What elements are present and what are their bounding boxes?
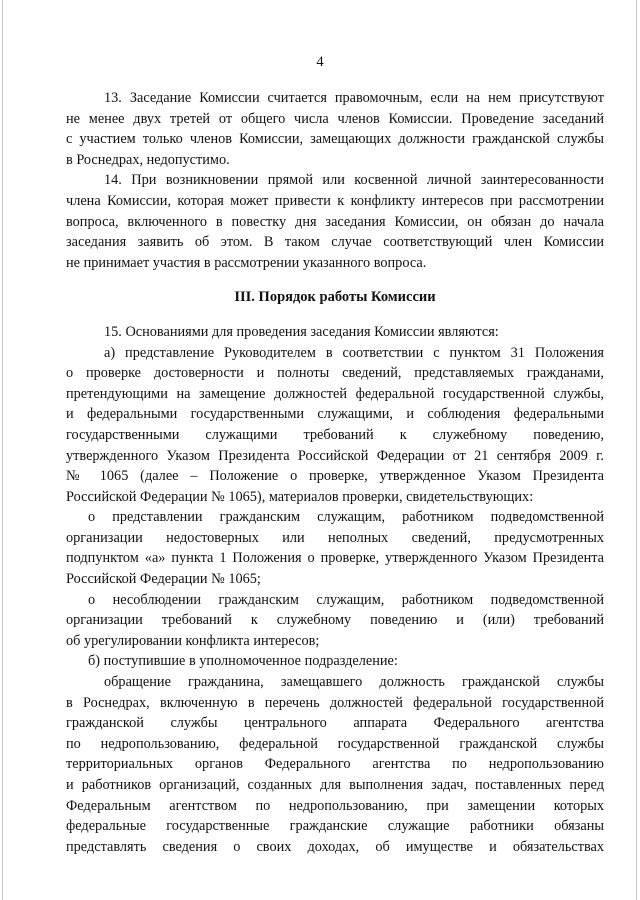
para-b1-line: и работников организаций, созданных для выполнения задач, поставленных перед: [66, 777, 604, 793]
para-b1-line: представлять сведения о своих доходах, об имуществе и обязательствах: [66, 838, 604, 855]
para-b1-line: в Роснедрах, включенную в перечень должностей федеральной государственной: [66, 694, 604, 711]
para-b1-line: федеральные государственные гражданские служащие работники обязаны: [66, 818, 604, 835]
para-a1-line: Российской Федерации № 1065;: [66, 571, 261, 588]
document-body: [66, 88, 604, 857]
para-a2-line: организации требований к служебному поведению и (или) требований: [66, 612, 604, 629]
para-14-line: вопроса, включенного в повестку дня заседания Комиссии, он обязан до начала: [66, 213, 604, 230]
para-b1-line: обращение гражданина, замещавшего должность гражданской службы: [104, 674, 604, 691]
para-a1-line: подпунктом «а» пункта 1 Положения о проверке, утвержденного Указом Президента: [66, 550, 604, 567]
para-a2-line: об урегулировании конфликта интересов;: [66, 632, 320, 649]
scan-left-edge: [2, 0, 3, 900]
para-a-line: № 1065 (далее – Положение о проверке, утвержденное Указом Президента: [66, 468, 604, 485]
para-14-line: не принимает участия в рассмотрении указанного вопроса.: [66, 254, 427, 271]
para-13-line: в Роснедрах, недопустимо.: [66, 151, 230, 168]
para-b1-line: по недропользованию, федеральной государственной гражданской службы: [66, 735, 604, 752]
para-a-line: и федеральными государственными служащими, и соблюдения федеральными: [66, 406, 604, 423]
para-b1-line: Федеральным агентством по недропользованию, при замещении которых: [66, 797, 604, 814]
para-a1-line: организации недостоверных или неполных сведений, предусмотренных: [66, 529, 604, 546]
para-a2-line: о несоблюдении гражданским служащим, работником подведомственной: [88, 591, 604, 608]
section-heading: III. Порядок работы Комиссии: [234, 289, 436, 306]
para-a-line: претендующими на замещение должностей федеральной государственной службы,: [66, 385, 604, 402]
para-a-line: утвержденного Указом Президента Российской Федерации от 21 сентября 2009 г.: [66, 447, 604, 464]
para-14-line: заседания заявить об этом. В таком случае соответствующий член Комиссии: [66, 234, 604, 251]
para-13-line: не менее двух третей от общего числа членов Комиссии. Проведение заседаний: [66, 110, 604, 127]
para-15: 15. Основаниями для проведения заседания Комиссии являются:: [104, 323, 499, 340]
para-a-line: а) представление Руководителем в соответствии с пунктом 31 Положения: [104, 344, 604, 361]
para-a-line: Российской Федерации № 1065), материалов проверки, свидетельствующих:: [66, 488, 534, 505]
para-b: б) поступившие в уполномоченное подразделение:: [88, 653, 398, 670]
para-b1-line: территориальных органов Федерального агентства по недропользованию: [66, 756, 604, 773]
para-13-line: 13. Заседание Комиссии считается правомочным, если на нем присутствуют: [104, 90, 604, 106]
scan-right-edge: [636, 0, 637, 900]
para-a-line: о проверке достоверности и полноты сведений, представляемых гражданами,: [66, 365, 604, 382]
para-14-line: 14. При возникновении прямой или косвенной личной заинтересованности: [104, 172, 604, 189]
para-14-line: члена Комиссии, которая может привести к конфликту интересов при рассмотрении: [66, 192, 604, 209]
para-a1-line: о представлении гражданским служащим, работником подведомственной: [88, 509, 604, 526]
para-a-line: государственными служащими требований к служебному поведению,: [66, 426, 604, 443]
page-number: 4: [316, 54, 324, 70]
para-b1-line: гражданской службы центрального аппарата Федерального агентства: [66, 715, 604, 732]
para-13-line: с участием только членов Комиссии, замещающих должности гражданской службы: [66, 131, 604, 148]
